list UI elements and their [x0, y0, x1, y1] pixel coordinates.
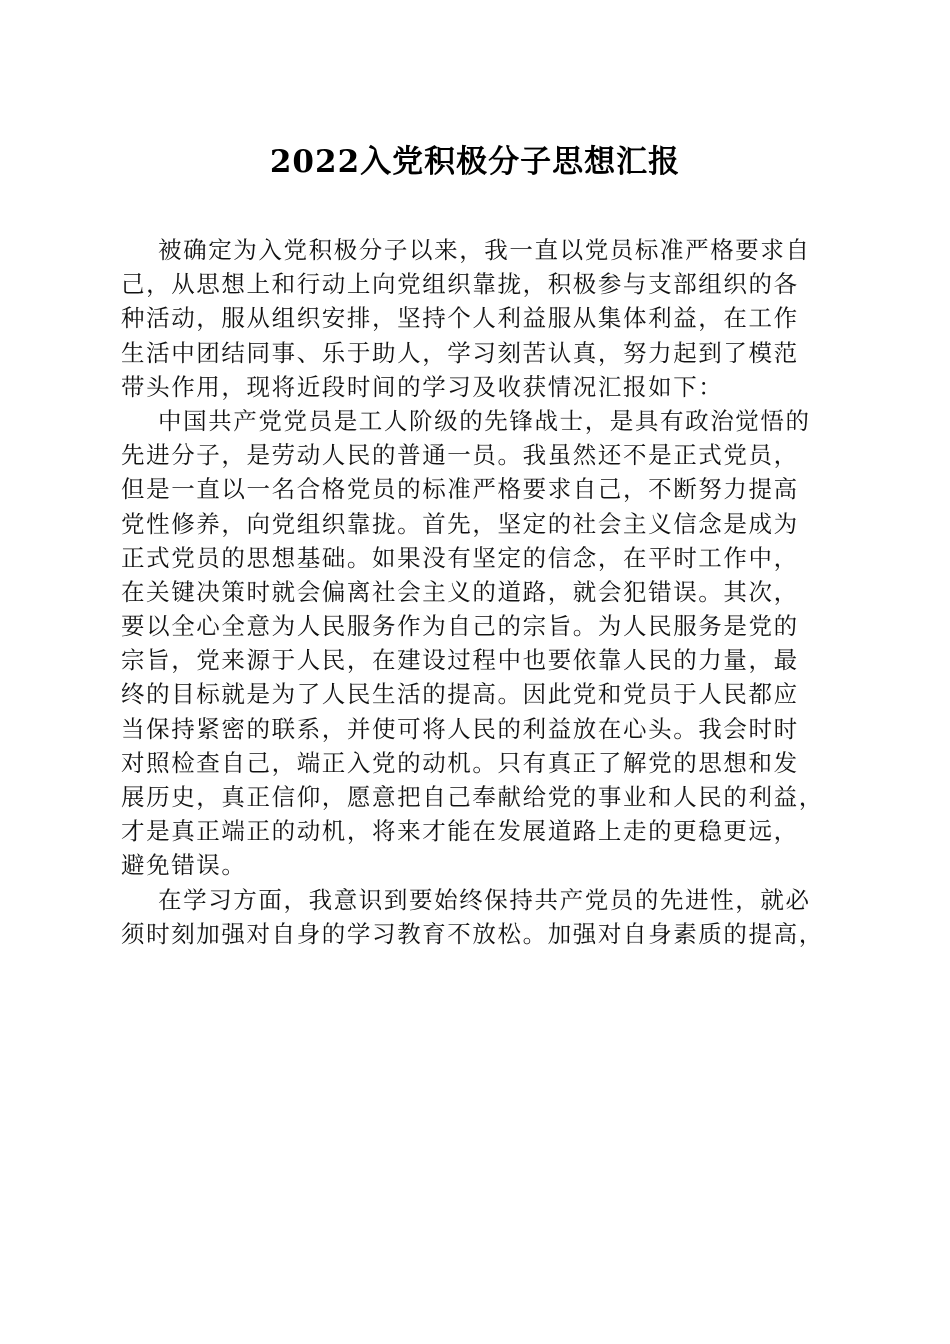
paragraph-line: 但是一直以一名合格党员的标准严格要求自己，不断努力提高: [121, 475, 799, 504]
paragraph-line: 展历史，真正信仰，愿意把自己奉献给党的事业和人民的利益，: [121, 783, 824, 811]
paragraph-line: 终的目标就是为了人民生活的提高。因此党和党员于人民都应: [121, 680, 799, 709]
paragraph-line: 须时刻加强对自身的学习教育不放松。加强对自身素质的提高，: [121, 919, 824, 948]
paragraph-line: 带头作用，现将近段时间的学习及收获情况汇报如下：: [121, 372, 724, 401]
paragraph-line: 在关键决策时就会偏离社会主义的道路，就会犯错误。其次，: [121, 577, 799, 606]
paragraph-line: 先进分子，是劳动人民的普通一员。我虽然还不是正式党员，: [121, 441, 799, 470]
paragraph-line: 对照检查自己，端正入党的动机。只有真正了解党的思想和发: [121, 748, 799, 777]
paragraph-line: 当保持紧密的联系，并使可将人民的利益放在心头。我会时时: [121, 714, 799, 743]
document-body: [121, 233, 827, 951]
paragraph-line: 才是真正端正的动机，将来才能在发展道路上走的更稳更远，: [121, 817, 799, 846]
document-title: 2022入党积极分子思想汇报: [269, 144, 681, 180]
paragraph-1: [121, 233, 827, 404]
paragraph-line: 正式党员的思想基础。如果没有坚定的信念，在平时工作中，: [121, 543, 799, 572]
paragraph-2: [121, 404, 827, 883]
paragraph-3: [121, 883, 827, 951]
paragraph-line: 生活中团结同事、乐于助人，学习刻苦认真，努力起到了模范: [121, 338, 799, 367]
paragraph-line: 被确定为入党积极分子以来，我一直以党员标准严格要求自: [158, 236, 811, 264]
paragraph-line: 在学习方面，我意识到要始终保持共产党员的先进性，就必: [158, 885, 811, 914]
paragraph-line: 要以全心全意为人民服务作为自己的宗旨。为人民服务是党的: [121, 612, 799, 641]
paragraph-line: 避免错误。: [121, 851, 247, 880]
paragraph-line: 党性修养，向党组织靠拢。首先，坚定的社会主义信念是成为: [121, 509, 799, 538]
paragraph-line: 己，从思想上和行动上向党组织靠拢，积极参与支部组织的各: [121, 270, 799, 299]
paragraph-line: 中国共产党党员是工人阶级的先锋战士，是具有政治觉悟的: [158, 406, 811, 435]
paragraph-line: 种活动，服从组织安排，坚持个人利益服从集体利益，在工作: [121, 304, 799, 333]
paragraph-line: 宗旨，党来源于人民，在建设过程中也要依靠人民的力量，最: [121, 646, 799, 675]
